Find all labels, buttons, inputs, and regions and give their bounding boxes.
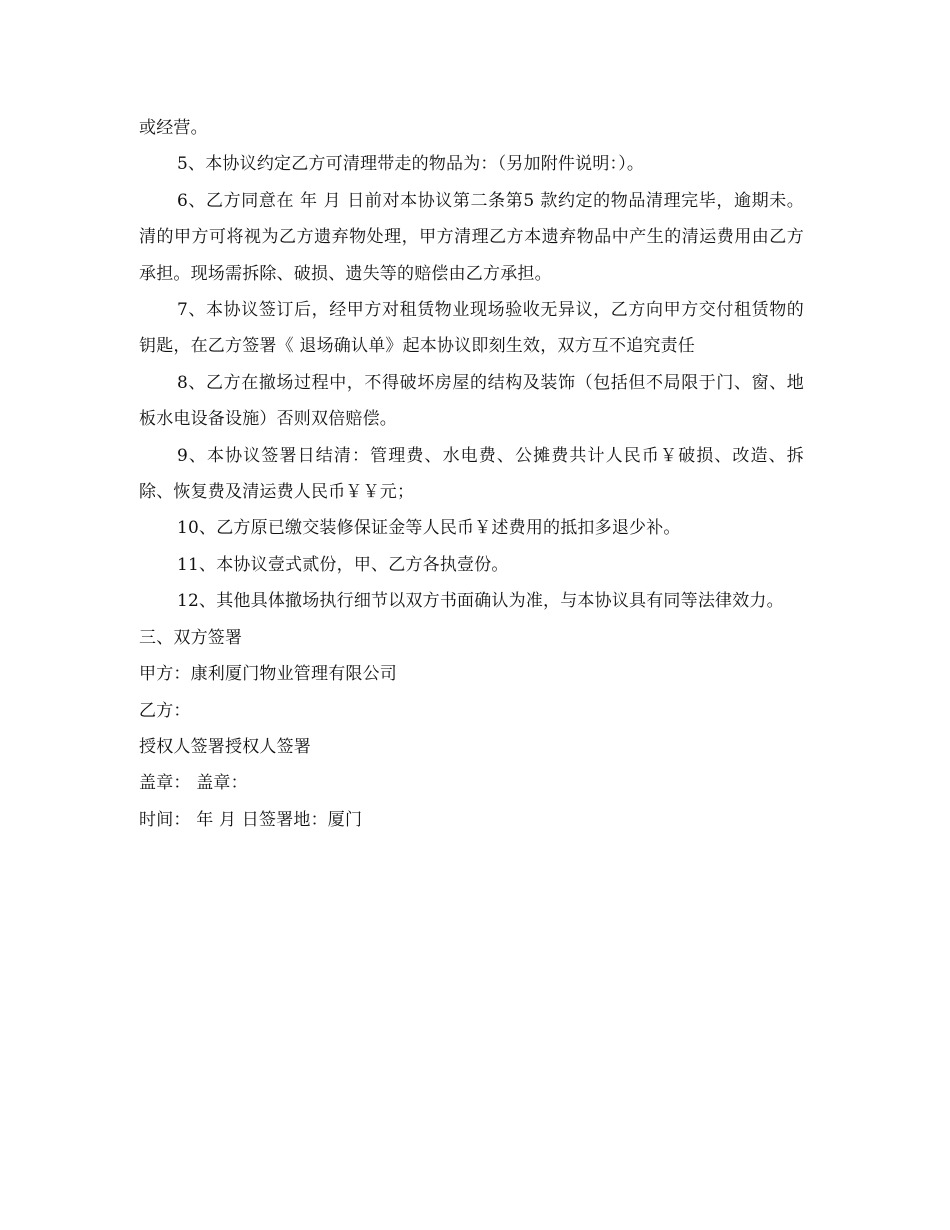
clause-7: 7、本协议签订后，经甲方对租赁物业现场验收无异议，乙方向甲方交付租赁物的钥匙，在乙方签署《 退场确认单》起本协议即刻生效，双方互不追究责任 — [139, 300, 804, 357]
seal-line: 盖章： 盖章： — [139, 773, 248, 794]
clause-11: 11、本协议壹式贰份，甲、乙方各执壹份。 — [177, 554, 509, 575]
party-a-line: 甲方：康利厦门物业管理有限公司 — [139, 664, 397, 685]
clause-10: 10、乙方原已缴交装修保证金等人民币￥述费用的抵扣多退少补。 — [177, 518, 681, 539]
clause-8: 8、乙方在撤场过程中，不得破坏房屋的结构及装饰（包括但不局限于门、窗、地板水电设备设施）否则双倍赔偿。 — [139, 372, 804, 430]
clause-5: 5、本协议约定乙方可清理带走的物品为：（另加附件说明：）。 — [177, 154, 645, 175]
party-b-line: 乙方： — [139, 700, 191, 721]
paragraph-continuation: 或经营。 — [139, 118, 208, 138]
signature-heading: 三、双方签署 — [139, 627, 243, 648]
clause-9: 9、本协议签署日结清：管理费、水电费、公摊费共计人民币￥破损、改造、拆除、恢复费及清运费人民币￥￥元； — [139, 445, 804, 503]
agreement-body — [139, 110, 804, 838]
clause-6: 6、乙方同意在 年 月 日前对本协议第二条第5 款约定的物品清理完毕，逾期未。清的甲方可将视为乙方遗弃物处理，甲方清理乙方本遗弃物品中产生的清运费用由乙方承担。现场需拆除、破损、遗失等的赔偿由乙方承担。 — [139, 190, 804, 284]
time-place-line: 时间： 年 月 日签署地：厦门 — [139, 809, 363, 830]
authorized-signature-line: 授权人签署授权人签署 — [139, 736, 311, 757]
clause-12: 12、其他具体撤场执行细节以双方书面确认为准，与本协议具有同等法律效力。 — [177, 591, 784, 612]
